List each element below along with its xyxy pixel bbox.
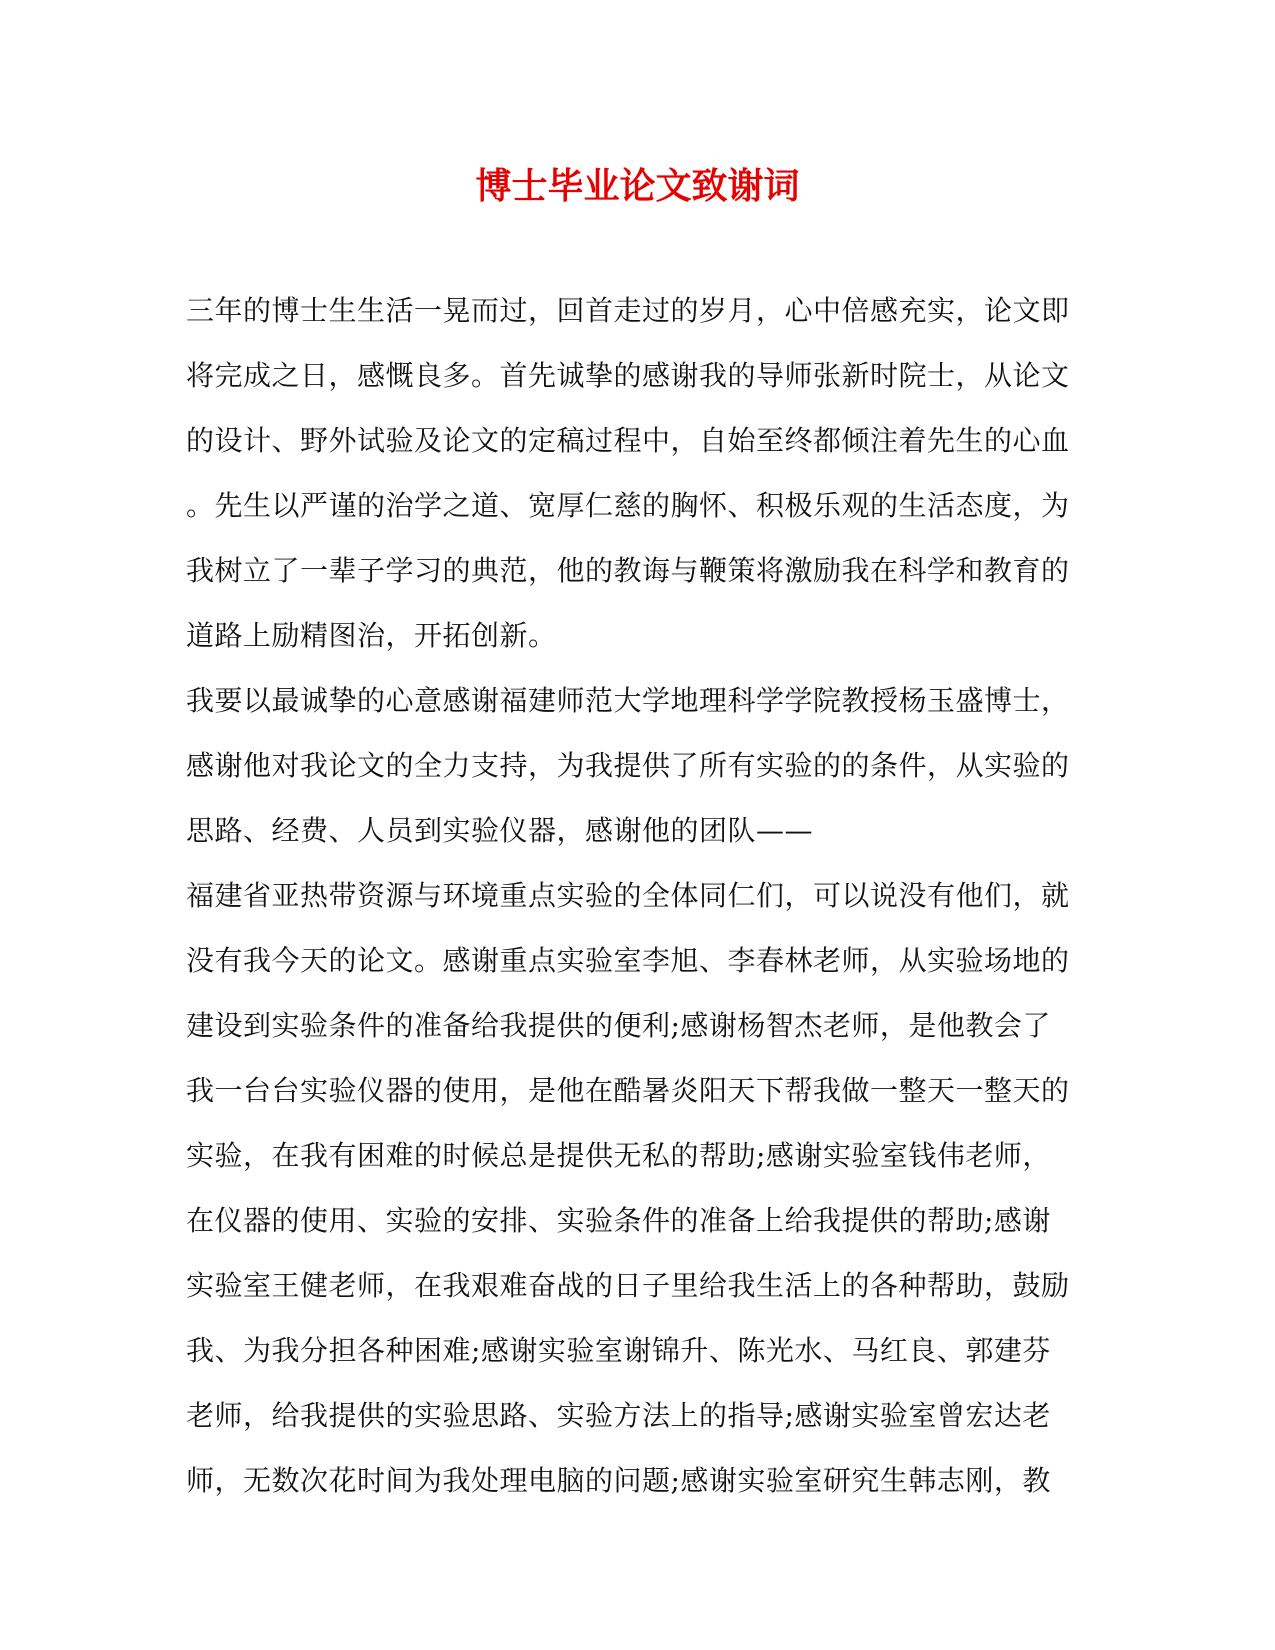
body-text-line: 在仪器的使用、实验的安排、实验条件的准备上给我提供的帮助;感谢 <box>186 1204 1051 1237</box>
body-text-line: 道路上励精图治，开拓创新。 <box>186 619 557 652</box>
body-text-line: 没有我今天的论文。感谢重点实验室李旭、李春林老师，从实验场地的 <box>186 944 1070 977</box>
body-text-line: 建设到实验条件的准备给我提供的便利;感谢杨智杰老师，是他教会了 <box>186 1009 1051 1042</box>
body-text-line: 的设计、野外试验及论文的定稿过程中，自始至终都倾注着先生的心血 <box>186 424 1070 457</box>
body-text-line: 实验室王健老师，在我艰难奋战的日子里给我生活上的各种帮助，鼓励 <box>186 1269 1070 1302</box>
document-body <box>186 278 1096 1513</box>
body-text-line: 老师，给我提供的实验思路、实验方法上的指导;感谢实验室曾宏达老 <box>186 1399 1051 1432</box>
body-text-line: 实验，在我有困难的时候总是提供无私的帮助;感谢实验室钱伟老师， <box>186 1139 1051 1172</box>
body-text-line: 我树立了一辈子学习的典范，他的教诲与鞭策将激励我在科学和教育的 <box>186 554 1070 587</box>
body-text-line: 我一台台实验仪器的使用，是他在酷暑炎阳天下帮我做一整天一整天的 <box>186 1074 1070 1107</box>
body-text-line: 师，无数次花时间为我处理电脑的问题;感谢实验室研究生韩志刚，教 <box>186 1464 1051 1497</box>
body-text-line: 思路、经费、人员到实验仪器，感谢他的团队—— <box>186 814 814 847</box>
body-text-line: 。先生以严谨的治学之道、宽厚仁慈的胸怀、积极乐观的生活态度，为 <box>186 489 1070 522</box>
body-text-line: 我、为我分担各种困难;感谢实验室谢锦升、陈光水、马红良、郭建芬 <box>186 1334 1051 1367</box>
document-title: 博士毕业论文致谢词 <box>475 165 800 207</box>
body-text-line: 感谢他对我论文的全力支持，为我提供了所有实验的的条件，从实验的 <box>186 749 1070 782</box>
body-text-line: 将完成之日，感慨良多。首先诚挚的感谢我的导师张新时院士，从论文 <box>186 359 1070 392</box>
body-text-line: 三年的博士生生活一晃而过，回首走过的岁月，心中倍感充实，论文即 <box>186 294 1070 327</box>
body-text-line: 福建省亚热带资源与环境重点实验的全体同仁们，可以说没有他们，就 <box>186 879 1070 912</box>
body-text-line: 我要以最诚挚的心意感谢福建师范大学地理科学学院教授杨玉盛博士， <box>186 684 1070 717</box>
